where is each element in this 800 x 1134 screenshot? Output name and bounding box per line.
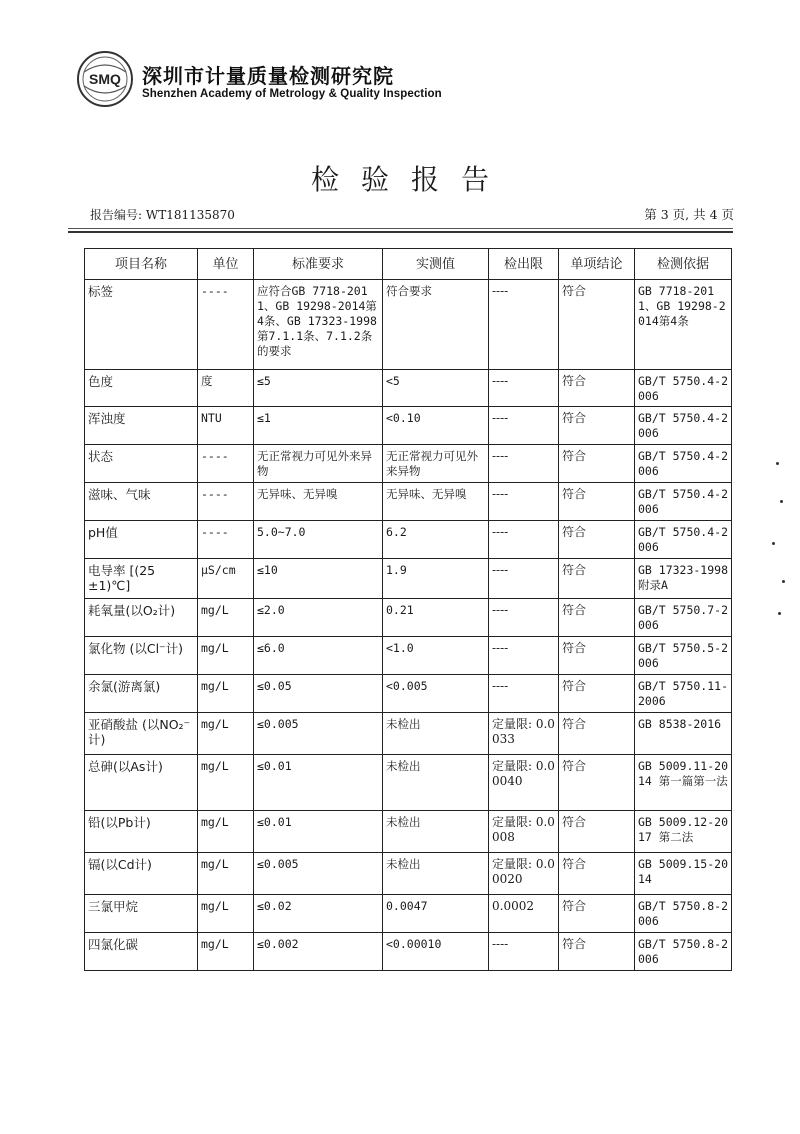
- cell-conclusion: 符合: [559, 675, 635, 713]
- cell-measured: 未检出: [383, 811, 489, 853]
- cell-item-name: 氯化物 (以Cl⁻计): [85, 637, 198, 675]
- page-indicator: 第 3 页, 共 4 页: [644, 207, 734, 222]
- cell-detection-limit: ----: [489, 483, 559, 521]
- cell-measured: 无正常视力可见外来异物: [383, 445, 489, 483]
- cell-measured: <0.00010: [383, 933, 489, 971]
- cell-basis: GB/T 5750.11-2006: [635, 675, 732, 713]
- cell-detection-limit: ----: [489, 280, 559, 370]
- cell-unit: mg/L: [198, 599, 254, 637]
- header-conclusion: 单项结论: [559, 249, 635, 280]
- cell-basis: GB/T 5750.4-2006: [635, 521, 732, 559]
- cell-basis: GB/T 5750.7-2006: [635, 599, 732, 637]
- cell-item-name: 浑浊度: [85, 407, 198, 445]
- cell-requirement: ≤0.005: [254, 853, 383, 895]
- cell-unit: μS/cm: [198, 559, 254, 599]
- cell-measured: 1.9: [383, 559, 489, 599]
- cell-detection-limit: ----: [489, 675, 559, 713]
- cell-measured: 0.0047: [383, 895, 489, 933]
- cell-conclusion: 符合: [559, 407, 635, 445]
- cell-requirement: ≤1: [254, 407, 383, 445]
- cell-detection-limit: ----: [489, 637, 559, 675]
- scan-mark: [778, 612, 781, 615]
- cell-measured: 未检出: [383, 755, 489, 811]
- cell-unit: ----: [198, 445, 254, 483]
- cell-unit: ----: [198, 521, 254, 559]
- cell-detection-limit: ----: [489, 599, 559, 637]
- cell-requirement: 5.0~7.0: [254, 521, 383, 559]
- organization-name-cn: 深圳市计量质量检测研究院: [142, 64, 394, 88]
- cell-unit: 度: [198, 370, 254, 407]
- table-row: [85, 637, 732, 675]
- cell-conclusion: 符合: [559, 483, 635, 521]
- cell-conclusion: 符合: [559, 637, 635, 675]
- cell-item-name: 状态: [85, 445, 198, 483]
- table-row: [85, 853, 732, 895]
- cell-item-name: 总砷(以As计): [85, 755, 198, 811]
- cell-requirement: ≤0.02: [254, 895, 383, 933]
- cell-item-name: 镉(以Cd计): [85, 853, 198, 895]
- cell-unit: mg/L: [198, 637, 254, 675]
- cell-basis: GB 7718-2011、GB 19298-2014第4条: [635, 280, 732, 370]
- table-row: [85, 370, 732, 407]
- cell-measured: 未检出: [383, 713, 489, 755]
- cell-basis: GB/T 5750.4-2006: [635, 407, 732, 445]
- cell-conclusion: 符合: [559, 853, 635, 895]
- cell-unit: ----: [198, 280, 254, 370]
- header-basis: 检测依据: [635, 249, 732, 280]
- cell-measured: 6.2: [383, 521, 489, 559]
- header-requirement: 标准要求: [254, 249, 383, 280]
- cell-unit: mg/L: [198, 755, 254, 811]
- cell-requirement: ≤6.0: [254, 637, 383, 675]
- cell-detection-limit: ----: [489, 445, 559, 483]
- cell-conclusion: 符合: [559, 811, 635, 853]
- cell-detection-limit: 0.0002: [489, 895, 559, 933]
- scan-mark: [780, 500, 783, 503]
- cell-basis: GB 8538-2016: [635, 713, 732, 755]
- header-item-name: 项目名称: [85, 249, 198, 280]
- cell-measured: <5: [383, 370, 489, 407]
- header-unit: 单位: [198, 249, 254, 280]
- cell-requirement: ≤10: [254, 559, 383, 599]
- header-measured: 实测值: [383, 249, 489, 280]
- cell-item-name: 余氯(游离氯): [85, 675, 198, 713]
- cell-requirement: ≤5: [254, 370, 383, 407]
- table-header-row: [85, 249, 732, 280]
- cell-requirement: ≤0.005: [254, 713, 383, 755]
- cell-conclusion: 符合: [559, 599, 635, 637]
- cell-unit: NTU: [198, 407, 254, 445]
- cell-detection-limit: 定量限: 0.00040: [489, 755, 559, 811]
- header-rule-thick: [68, 231, 733, 233]
- cell-unit: mg/L: [198, 811, 254, 853]
- cell-basis: GB 17323-1998附录A: [635, 559, 732, 599]
- cell-conclusion: 符合: [559, 559, 635, 599]
- table-row: [85, 483, 732, 521]
- scan-mark: [782, 580, 785, 583]
- cell-conclusion: 符合: [559, 755, 635, 811]
- header-rule: [68, 228, 733, 229]
- cell-basis: GB/T 5750.5-2006: [635, 637, 732, 675]
- cell-measured: <0.10: [383, 407, 489, 445]
- table-row: [85, 521, 732, 559]
- cell-measured: <1.0: [383, 637, 489, 675]
- organization-name-en: Shenzhen Academy of Metrology & Quality Inspection: [142, 88, 442, 100]
- cell-unit: ----: [198, 483, 254, 521]
- cell-basis: GB/T 5750.8-2006: [635, 933, 732, 971]
- cell-conclusion: 符合: [559, 370, 635, 407]
- table-row: [85, 895, 732, 933]
- cell-unit: mg/L: [198, 713, 254, 755]
- cell-detection-limit: 定量限: 0.0008: [489, 811, 559, 853]
- results-table: [84, 248, 732, 971]
- cell-requirement: ≤2.0: [254, 599, 383, 637]
- cell-conclusion: 符合: [559, 521, 635, 559]
- cell-conclusion: 符合: [559, 280, 635, 370]
- header-detection-limit: 检出限: [489, 249, 559, 280]
- cell-requirement: ≤0.01: [254, 755, 383, 811]
- table-row: [85, 280, 732, 370]
- document-title: 检验报告: [310, 163, 511, 196]
- cell-requirement: ≤0.05: [254, 675, 383, 713]
- table-row: [85, 811, 732, 853]
- cell-basis: GB/T 5750.4-2006: [635, 370, 732, 407]
- cell-basis: GB 5009.11-2014 第一篇第一法: [635, 755, 732, 811]
- cell-item-name: pH值: [85, 521, 198, 559]
- cell-item-name: 滋味、气味: [85, 483, 198, 521]
- cell-unit: mg/L: [198, 675, 254, 713]
- cell-requirement: ≤0.002: [254, 933, 383, 971]
- table-row: [85, 933, 732, 971]
- table-row: [85, 559, 732, 599]
- smq-logo: [76, 50, 134, 108]
- cell-measured: 符合要求: [383, 280, 489, 370]
- cell-conclusion: 符合: [559, 895, 635, 933]
- cell-item-name: 电导率 [(25±1)℃]: [85, 559, 198, 599]
- cell-item-name: 色度: [85, 370, 198, 407]
- cell-basis: GB 5009.15-2014: [635, 853, 732, 895]
- cell-detection-limit: ----: [489, 559, 559, 599]
- cell-measured: 未检出: [383, 853, 489, 895]
- cell-basis: GB/T 5750.4-2006: [635, 445, 732, 483]
- cell-detection-limit: ----: [489, 370, 559, 407]
- cell-requirement: ≤0.01: [254, 811, 383, 853]
- cell-item-name: 耗氧量(以O₂计): [85, 599, 198, 637]
- cell-unit: mg/L: [198, 895, 254, 933]
- report-number: 报告编号: WT181135870: [90, 208, 235, 222]
- scan-mark: [776, 462, 779, 465]
- cell-measured: 0.21: [383, 599, 489, 637]
- cell-requirement: 无异味、无异嗅: [254, 483, 383, 521]
- cell-measured: <0.005: [383, 675, 489, 713]
- cell-requirement: 应符合GB 7718-2011、GB 19298-2014第4条、GB 17323-1998第7.1.1条、7.1.2条的要求: [254, 280, 383, 370]
- table-row: [85, 755, 732, 811]
- cell-basis: GB/T 5750.8-2006: [635, 895, 732, 933]
- cell-conclusion: 符合: [559, 445, 635, 483]
- cell-requirement: 无正常视力可见外来异物: [254, 445, 383, 483]
- cell-item-name: 铅(以Pb计): [85, 811, 198, 853]
- table-row: [85, 445, 732, 483]
- cell-basis: GB 5009.12-2017 第二法: [635, 811, 732, 853]
- cell-detection-limit: ----: [489, 521, 559, 559]
- scan-mark: [772, 542, 775, 545]
- cell-detection-limit: ----: [489, 407, 559, 445]
- cell-detection-limit: 定量限: 0.00020: [489, 853, 559, 895]
- cell-item-name: 三氯甲烷: [85, 895, 198, 933]
- table-row: [85, 599, 732, 637]
- cell-item-name: 标签: [85, 280, 198, 370]
- table-row: [85, 675, 732, 713]
- cell-item-name: 四氯化碳: [85, 933, 198, 971]
- cell-detection-limit: 定量限: 0.0033: [489, 713, 559, 755]
- cell-detection-limit: ----: [489, 933, 559, 971]
- cell-basis: GB/T 5750.4-2006: [635, 483, 732, 521]
- cell-conclusion: 符合: [559, 713, 635, 755]
- cell-conclusion: 符合: [559, 933, 635, 971]
- table-row: [85, 407, 732, 445]
- logo-text: SMQ: [89, 71, 121, 87]
- cell-unit: mg/L: [198, 853, 254, 895]
- table-row: [85, 713, 732, 755]
- cell-unit: mg/L: [198, 933, 254, 971]
- cell-item-name: 亚硝酸盐 (以NO₂⁻计): [85, 713, 198, 755]
- cell-measured: 无异味、无异嗅: [383, 483, 489, 521]
